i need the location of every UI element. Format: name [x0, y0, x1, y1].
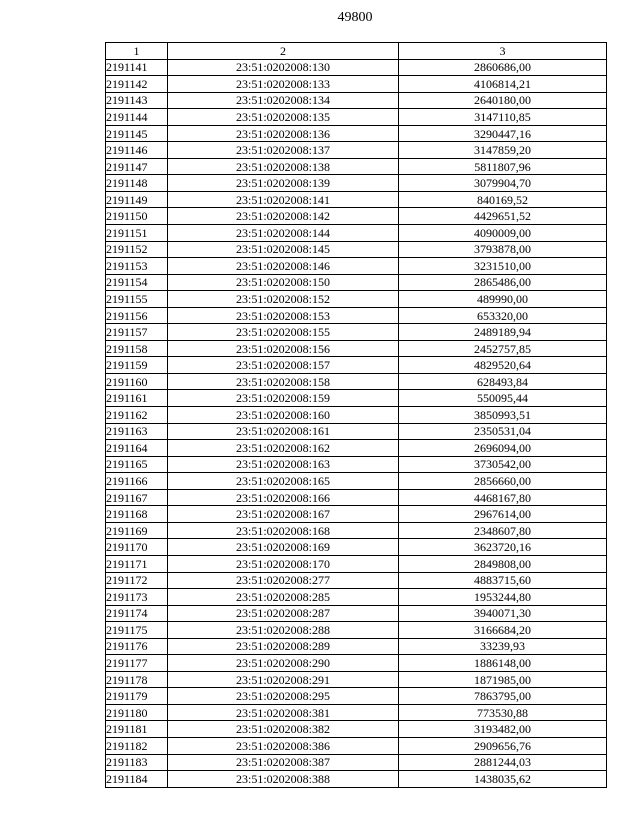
- table-row: [106, 555, 607, 572]
- cell-cadastral-number: 23:51:0202008:162: [168, 440, 399, 457]
- cell-cadastral-number: 23:51:0202008:161: [168, 423, 399, 440]
- cell-cadastral-value: 3079904,70: [399, 175, 607, 192]
- cell-cadastral-value: 1871985,00: [399, 671, 607, 688]
- table-row: [106, 539, 607, 556]
- cell-record-number: 2191151: [106, 225, 168, 242]
- cell-cadastral-value: 3850993,51: [399, 407, 607, 424]
- cell-record-number: 2191176: [106, 638, 168, 655]
- cell-cadastral-number: 23:51:0202008:381: [168, 704, 399, 721]
- table-row: [106, 142, 607, 159]
- cell-record-number: 2191159: [106, 357, 168, 374]
- cell-record-number: 2191180: [106, 704, 168, 721]
- cell-record-number: 2191178: [106, 671, 168, 688]
- cell-cadastral-number: 23:51:0202008:277: [168, 572, 399, 589]
- table-row: [106, 225, 607, 242]
- cell-cadastral-number: 23:51:0202008:288: [168, 622, 399, 639]
- cell-cadastral-number: 23:51:0202008:170: [168, 555, 399, 572]
- cell-cadastral-value: 3147859,20: [399, 142, 607, 159]
- cell-cadastral-value: 2881244,03: [399, 754, 607, 771]
- column-header-2: 2: [168, 43, 399, 60]
- cell-cadastral-value: 2640180,00: [399, 92, 607, 109]
- table-row: [106, 671, 607, 688]
- cell-record-number: 2191143: [106, 92, 168, 109]
- cell-cadastral-value: 3940071,30: [399, 605, 607, 622]
- cell-record-number: 2191150: [106, 208, 168, 225]
- cell-cadastral-value: 840169,52: [399, 191, 607, 208]
- table-row: [106, 638, 607, 655]
- table-row: [106, 241, 607, 258]
- table-row: [106, 754, 607, 771]
- table-row: [106, 340, 607, 357]
- cell-record-number: 2191155: [106, 291, 168, 308]
- table-row: [106, 572, 607, 589]
- table-row: [106, 704, 607, 721]
- cell-cadastral-value: 3147110,85: [399, 109, 607, 126]
- table-row: [106, 291, 607, 308]
- cell-record-number: 2191175: [106, 622, 168, 639]
- cell-cadastral-number: 23:51:0202008:290: [168, 655, 399, 672]
- table-row: [106, 258, 607, 275]
- register-table: [105, 42, 607, 788]
- cell-record-number: 2191183: [106, 754, 168, 771]
- cell-cadastral-value: 4106814,21: [399, 76, 607, 93]
- cell-cadastral-number: 23:51:0202008:165: [168, 473, 399, 490]
- cell-cadastral-number: 23:51:0202008:156: [168, 340, 399, 357]
- cell-cadastral-value: 3730542,00: [399, 456, 607, 473]
- cell-record-number: 2191181: [106, 721, 168, 738]
- table-row: [106, 589, 607, 606]
- cell-cadastral-value: 628493,84: [399, 373, 607, 390]
- cell-cadastral-number: 23:51:0202008:387: [168, 754, 399, 771]
- cell-cadastral-value: 1438035,62: [399, 771, 607, 788]
- cell-record-number: 2191174: [106, 605, 168, 622]
- table-row: [106, 307, 607, 324]
- cell-record-number: 2191146: [106, 142, 168, 159]
- cell-cadastral-number: 23:51:0202008:167: [168, 506, 399, 523]
- cell-cadastral-number: 23:51:0202008:285: [168, 589, 399, 606]
- table-row: [106, 456, 607, 473]
- cell-record-number: 2191173: [106, 589, 168, 606]
- table-row: [106, 125, 607, 142]
- cell-cadastral-value: 4883715,60: [399, 572, 607, 589]
- cell-cadastral-value: 2967614,00: [399, 506, 607, 523]
- cell-cadastral-value: 4429651,52: [399, 208, 607, 225]
- table-body: [106, 59, 607, 787]
- cell-cadastral-value: 2452757,85: [399, 340, 607, 357]
- cell-record-number: 2191165: [106, 456, 168, 473]
- cell-cadastral-number: 23:51:0202008:144: [168, 225, 399, 242]
- register-table-container: [105, 42, 606, 788]
- cell-cadastral-value: 3166684,20: [399, 622, 607, 639]
- cell-cadastral-number: 23:51:0202008:135: [168, 109, 399, 126]
- cell-cadastral-value: 4468167,80: [399, 489, 607, 506]
- cell-record-number: 2191145: [106, 125, 168, 142]
- cell-record-number: 2191171: [106, 555, 168, 572]
- table-row: [106, 423, 607, 440]
- table-row: [106, 655, 607, 672]
- cell-record-number: 2191182: [106, 737, 168, 754]
- table-row: [106, 473, 607, 490]
- cell-cadastral-number: 23:51:0202008:169: [168, 539, 399, 556]
- table-row: [106, 688, 607, 705]
- cell-cadastral-number: 23:51:0202008:152: [168, 291, 399, 308]
- cell-record-number: 2191177: [106, 655, 168, 672]
- cell-cadastral-value: 653320,00: [399, 307, 607, 324]
- cell-cadastral-number: 23:51:0202008:139: [168, 175, 399, 192]
- cell-cadastral-number: 23:51:0202008:134: [168, 92, 399, 109]
- cell-cadastral-value: 3290447,16: [399, 125, 607, 142]
- header-row: [106, 43, 607, 60]
- cell-cadastral-value: 7863795,00: [399, 688, 607, 705]
- cell-cadastral-value: 1953244,80: [399, 589, 607, 606]
- cell-cadastral-value: 3793878,00: [399, 241, 607, 258]
- cell-cadastral-number: 23:51:0202008:136: [168, 125, 399, 142]
- table-row: [106, 737, 607, 754]
- cell-cadastral-number: 23:51:0202008:166: [168, 489, 399, 506]
- cell-record-number: 2191163: [106, 423, 168, 440]
- cell-record-number: 2191167: [106, 489, 168, 506]
- cell-record-number: 2191168: [106, 506, 168, 523]
- cell-cadastral-value: 2856660,00: [399, 473, 607, 490]
- cell-cadastral-number: 23:51:0202008:153: [168, 307, 399, 324]
- cell-record-number: 2191141: [106, 59, 168, 76]
- table-row: [106, 771, 607, 788]
- cell-cadastral-value: 2865486,00: [399, 274, 607, 291]
- cell-cadastral-value: 33239,93: [399, 638, 607, 655]
- table-row: [106, 92, 607, 109]
- cell-cadastral-value: 4090009,00: [399, 225, 607, 242]
- table-row: [106, 191, 607, 208]
- cell-record-number: 2191169: [106, 522, 168, 539]
- table-row: [106, 440, 607, 457]
- cell-cadastral-number: 23:51:0202008:155: [168, 324, 399, 341]
- cell-record-number: 2191162: [106, 407, 168, 424]
- cell-cadastral-number: 23:51:0202008:138: [168, 158, 399, 175]
- column-header-3: 3: [399, 43, 607, 60]
- cell-record-number: 2191142: [106, 76, 168, 93]
- cell-cadastral-value: 2696094,00: [399, 440, 607, 457]
- cell-record-number: 2191148: [106, 175, 168, 192]
- cell-cadastral-number: 23:51:0202008:145: [168, 241, 399, 258]
- cell-cadastral-number: 23:51:0202008:137: [168, 142, 399, 159]
- cell-cadastral-number: 23:51:0202008:289: [168, 638, 399, 655]
- cell-cadastral-value: 773530,88: [399, 704, 607, 721]
- cell-cadastral-number: 23:51:0202008:382: [168, 721, 399, 738]
- cell-record-number: 2191166: [106, 473, 168, 490]
- table-row: [106, 489, 607, 506]
- cell-cadastral-value: 2348607,80: [399, 522, 607, 539]
- table-header: [106, 43, 607, 60]
- cell-cadastral-value: 2849808,00: [399, 555, 607, 572]
- cell-cadastral-value: 2350531,04: [399, 423, 607, 440]
- cell-record-number: 2191152: [106, 241, 168, 258]
- table-row: [106, 506, 607, 523]
- table-row: [106, 208, 607, 225]
- table-row: [106, 274, 607, 291]
- cell-cadastral-number: 23:51:0202008:159: [168, 390, 399, 407]
- cell-record-number: 2191153: [106, 258, 168, 275]
- cell-cadastral-number: 23:51:0202008:133: [168, 76, 399, 93]
- table-row: [106, 76, 607, 93]
- cell-cadastral-value: 550095,44: [399, 390, 607, 407]
- cell-record-number: 2191149: [106, 191, 168, 208]
- cell-cadastral-number: 23:51:0202008:388: [168, 771, 399, 788]
- cell-cadastral-number: 23:51:0202008:160: [168, 407, 399, 424]
- table-row: [106, 407, 607, 424]
- cell-record-number: 2191170: [106, 539, 168, 556]
- cell-cadastral-value: 2909656,76: [399, 737, 607, 754]
- cell-cadastral-number: 23:51:0202008:157: [168, 357, 399, 374]
- cell-cadastral-value: 5811807,96: [399, 158, 607, 175]
- cell-cadastral-number: 23:51:0202008:158: [168, 373, 399, 390]
- cell-record-number: 2191158: [106, 340, 168, 357]
- cell-record-number: 2191164: [106, 440, 168, 457]
- table-row: [106, 721, 607, 738]
- cell-cadastral-number: 23:51:0202008:150: [168, 274, 399, 291]
- table-row: [106, 175, 607, 192]
- cell-cadastral-number: 23:51:0202008:141: [168, 191, 399, 208]
- cell-cadastral-number: 23:51:0202008:168: [168, 522, 399, 539]
- cell-cadastral-value: 3623720,16: [399, 539, 607, 556]
- cell-record-number: 2191154: [106, 274, 168, 291]
- table-row: [106, 390, 607, 407]
- table-row: [106, 622, 607, 639]
- cell-cadastral-number: 23:51:0202008:130: [168, 59, 399, 76]
- cell-cadastral-number: 23:51:0202008:142: [168, 208, 399, 225]
- cell-record-number: 2191144: [106, 109, 168, 126]
- table-row: [106, 109, 607, 126]
- page-number: 49800: [337, 10, 373, 25]
- table-row: [106, 357, 607, 374]
- cell-cadastral-value: 4829520,64: [399, 357, 607, 374]
- cell-cadastral-value: 1886148,00: [399, 655, 607, 672]
- cell-cadastral-number: 23:51:0202008:146: [168, 258, 399, 275]
- table-row: [106, 522, 607, 539]
- column-header-1: 1: [106, 43, 168, 60]
- cell-cadastral-number: 23:51:0202008:295: [168, 688, 399, 705]
- cell-cadastral-value: 2860686,00: [399, 59, 607, 76]
- cell-cadastral-value: 3193482,00: [399, 721, 607, 738]
- cell-record-number: 2191161: [106, 390, 168, 407]
- cell-cadastral-number: 23:51:0202008:163: [168, 456, 399, 473]
- cell-record-number: 2191184: [106, 771, 168, 788]
- cell-record-number: 2191147: [106, 158, 168, 175]
- table-row: [106, 324, 607, 341]
- cell-cadastral-number: 23:51:0202008:287: [168, 605, 399, 622]
- table-row: [106, 373, 607, 390]
- cell-record-number: 2191179: [106, 688, 168, 705]
- table-row: [106, 59, 607, 76]
- cell-cadastral-number: 23:51:0202008:386: [168, 737, 399, 754]
- table-row: [106, 158, 607, 175]
- table-row: [106, 605, 607, 622]
- cell-record-number: 2191160: [106, 373, 168, 390]
- cell-cadastral-value: 3231510,00: [399, 258, 607, 275]
- cell-record-number: 2191156: [106, 307, 168, 324]
- cell-cadastral-number: 23:51:0202008:291: [168, 671, 399, 688]
- cell-record-number: 2191157: [106, 324, 168, 341]
- cell-record-number: 2191172: [106, 572, 168, 589]
- cell-cadastral-value: 489990,00: [399, 291, 607, 308]
- cell-cadastral-value: 2489189,94: [399, 324, 607, 341]
